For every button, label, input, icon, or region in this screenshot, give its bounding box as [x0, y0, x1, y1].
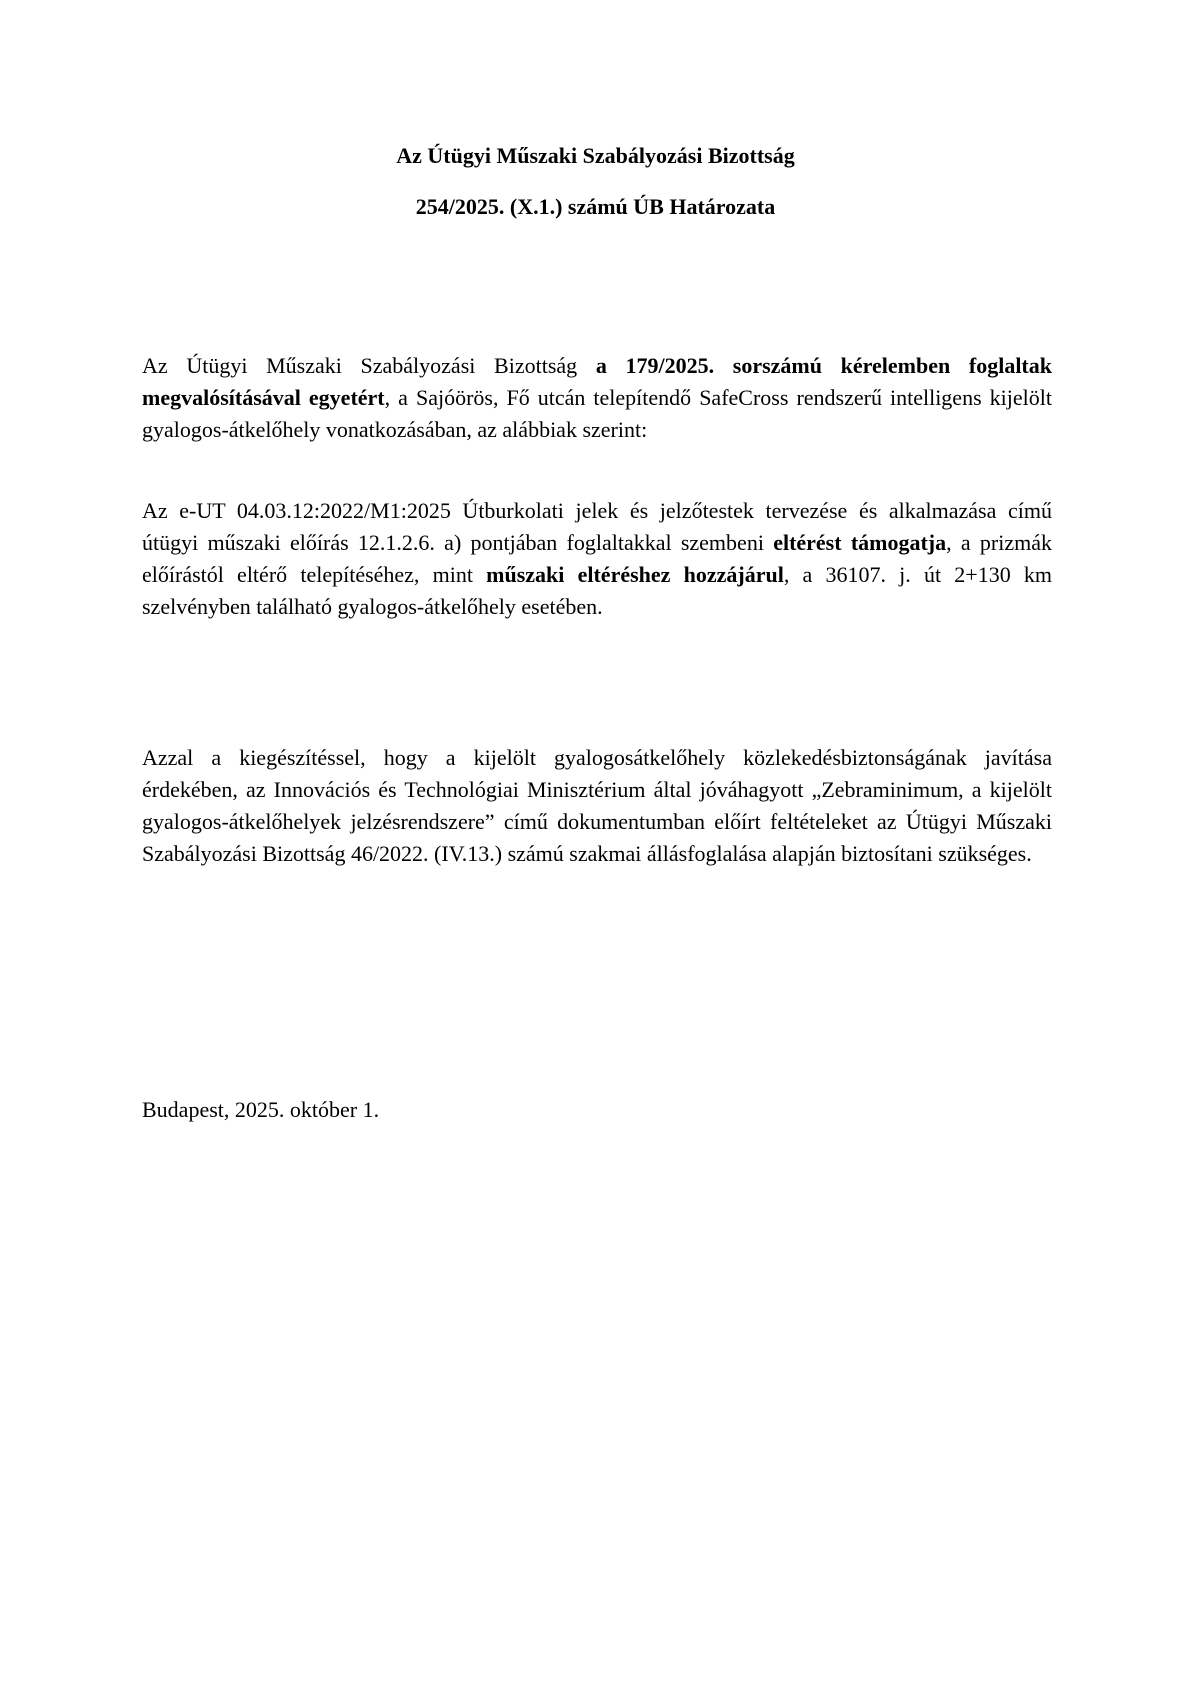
- place-and-date: Budapest, 2025. október 1.: [142, 1097, 380, 1122]
- deviation-text-3: , a 36107. j. út 2+130 km szelvényben található gyalogos-átkelőhely esetében.: [142, 562, 1053, 619]
- deviation-text-1: Az e-UT 04.03.12:2022/M1:2025 Útburkolati jelek és jelzőtestek tervezése és alkalmazása című útügyi műszaki előírás 12.1.2.6. a) pontjában foglaltakkal szembeni: [142, 498, 1052, 555]
- deviation-paragraph: [142, 495, 1052, 623]
- decision-text-2: , a Sajóörös, Fő utcán telepítendő SafeCross rendszerű intelligens kijelölt gyalogos-átkelőhely vonatkozásában, az alábbiak szerint:: [142, 385, 1052, 442]
- decision-text-1: Az Útügyi Műszaki Szabályozási Bizottság: [142, 353, 596, 378]
- decision-paragraph: [142, 350, 1052, 446]
- decision-bold-1: a 179/2025. sorszámú kérelemben foglaltak megvalósításával egyetért: [142, 353, 1052, 410]
- deviation-bold-1: eltérést támogatja: [773, 530, 947, 555]
- document-title-line-1: Az Útügyi Műszaki Szabályozási Bizottság: [396, 143, 795, 168]
- supplement-paragraph: Azzal a kiegészítéssel, hogy a kijelölt gyalogosátkelőhely közlekedésbiztonságának javítása érdekében, az Innovációs és Technológiai Minisztérium által jóváhagyott „Zebraminimum, a kijelölt gyalogos-átkelőhelyek jelzésrendszere” című dokumentumban előírt feltételeket az Útügyi Műszaki Szabályozási Bizottság 46/2022. (IV.13.) számú szakmai állásfoglalása alapján biztosítani szükséges.: [142, 745, 1052, 866]
- document-title-line-2: 254/2025. (X.1.) számú ÚB Határozata: [415, 194, 776, 219]
- deviation-text-2: , a prizmák előírástól eltérő telepítéséhez, mint: [142, 530, 1052, 587]
- deviation-bold-2: műszaki eltéréshez hozzájárul: [486, 562, 784, 587]
